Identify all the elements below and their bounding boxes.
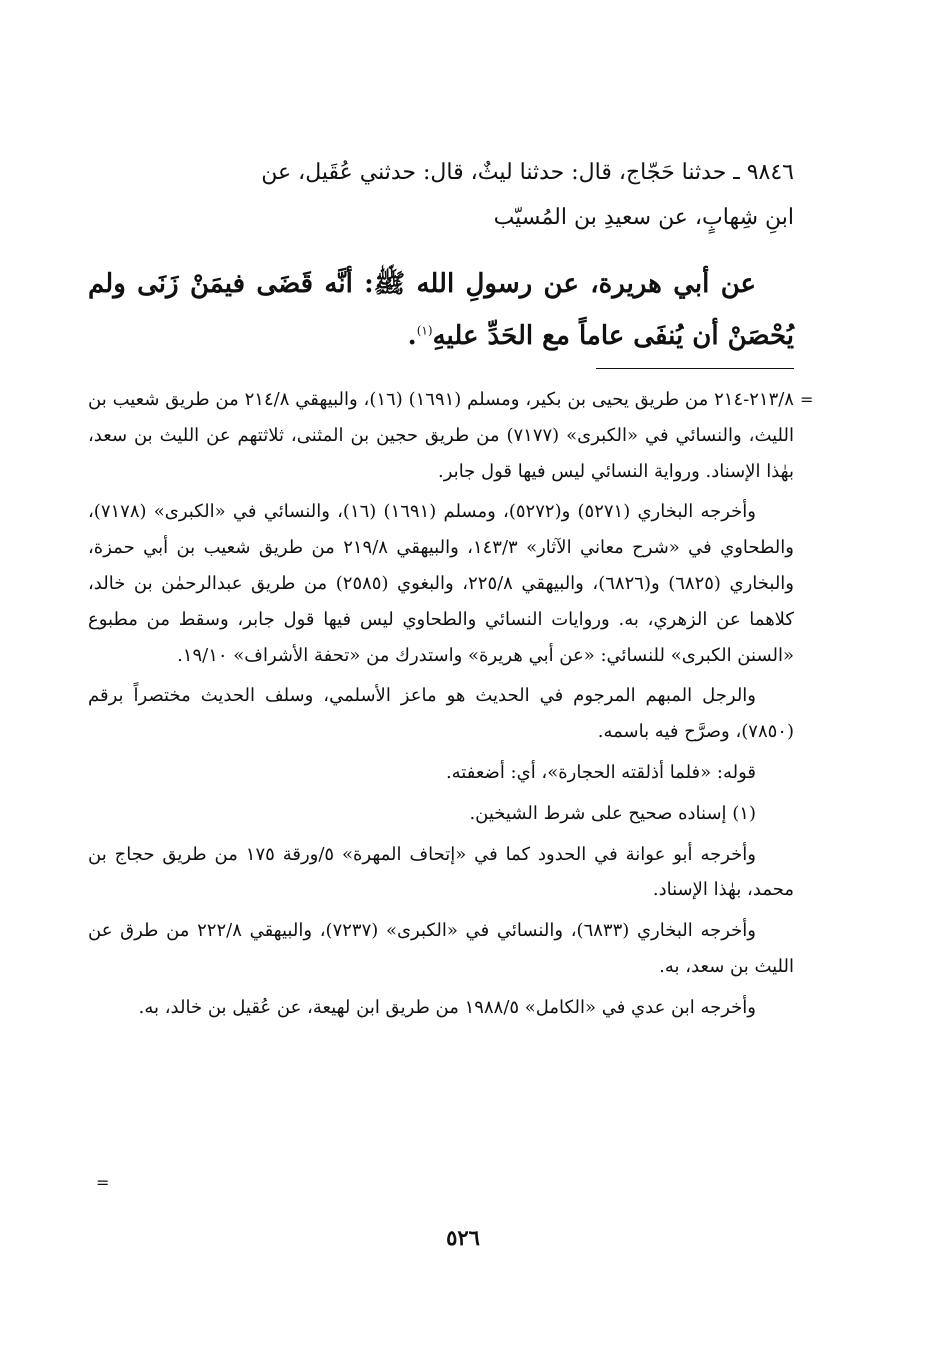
sanad-line: ابنِ شِهابٍ، عن سعيدِ بن المُسيّب	[493, 205, 794, 230]
footnote-reference: (١)	[416, 323, 433, 338]
footnote-paragraph: وأخرجه ابن عدي في «الكامل» ١٩٨٨/٥ من طريق ابن لهيعة، عن عُقيل بن خالد، به.	[138, 996, 756, 1018]
footnote-paragraph: ٢١٣/٨-٢١٤ من طريق يحيى بن بكير، ومسلم (١٦٩١) (١٦)، والبيهقي ٢١٤/٨ من طريق شعيب بن الليث، والنسائي في «الكبرى» (٧١٧٧) من طريق حجين بن المثنى، ثلاثتهم عن الليث بن سعد، بهٰذا الإسناد. ورواية النسائي ليس فيها قول جابر.	[88, 389, 795, 482]
hadith-matn	[88, 258, 794, 362]
footnote-separator	[596, 368, 794, 369]
continuation-mark-top: =	[800, 390, 814, 409]
sanad-line: ٩٨٤٦ ـ حدثنا حَجّاج، قال: حدثنا ليثٌ، قال: حدثني عُقَيل، عن	[261, 160, 794, 185]
matn-text: عن أبي هريرة، عن رسولِ الله ﷺ: أنَّه قَضَى فيمَنْ زَنَى ولم يُحْصَنْ أن يُنفَى عاماً مع الحَدِّ عليهِ	[88, 269, 794, 351]
continuation-mark-bottom: =	[96, 1173, 110, 1192]
footnotes	[88, 382, 794, 1031]
footnote-paragraph: والرجل المبهم المرجوم في الحديث هو ماعز الأسلمي، وسلف الحديث مختصراً برقم (٧٨٥٠)، وصرَّح فيه باسمه.	[88, 685, 794, 743]
footnote-paragraph: (١) إسناده صحيح على شرط الشيخين.	[469, 802, 756, 824]
footnote-paragraph: وأخرجه البخاري (٦٨٣٣)، والنسائي في «الكبرى» (٧٢٣٧)، والبيهقي ٢٢٢/٨ من طرق عن الليث بن سعد، به.	[88, 920, 794, 977]
footnote-paragraph: قوله: «فلما أذلقته الحجارة»، أي: أضعفته.	[445, 761, 756, 783]
matn-end-punct: .	[407, 321, 417, 351]
footnote-paragraph: وأخرجه البخاري (٥٢٧١) و(٥٢٧٢)، ومسلم (١٦٩١) (١٦)، والنسائي في «الكبرى» (٧١٧٨)، والطحاوي في «شرح معاني الآثار» ١٤٣/٣، والبيهقي ٢١٩/٨ من طريق شعيب بن أبي حمزة، والبخاري (٦٨٢٥) و(٦٨٢٦)، والبيهقي ٢٢٥/٨، والبغوي (٢٥٨٥) من طريق عبدالرحمٰن بن خالد، كلاهما عن الزهري، به. وروايات النسائي والطحاوي ليس فيها قول جابر، وسقط من مطبوع «السنن الكبرى» للنسائي: «عن أبي هريرة» واستدرك من «تحفة الأشراف» ١٩/١٠.	[88, 501, 794, 666]
hadith-sanad	[88, 150, 794, 240]
page-number: ٥٢٦	[446, 1225, 480, 1250]
footnote-paragraph: وأخرجه أبو عوانة في الحدود كما في «إتحاف المهرة» ٥/ورقة ١٧٥ من طريق حجاج بن محمد، بهٰذا الإسناد.	[88, 843, 794, 901]
